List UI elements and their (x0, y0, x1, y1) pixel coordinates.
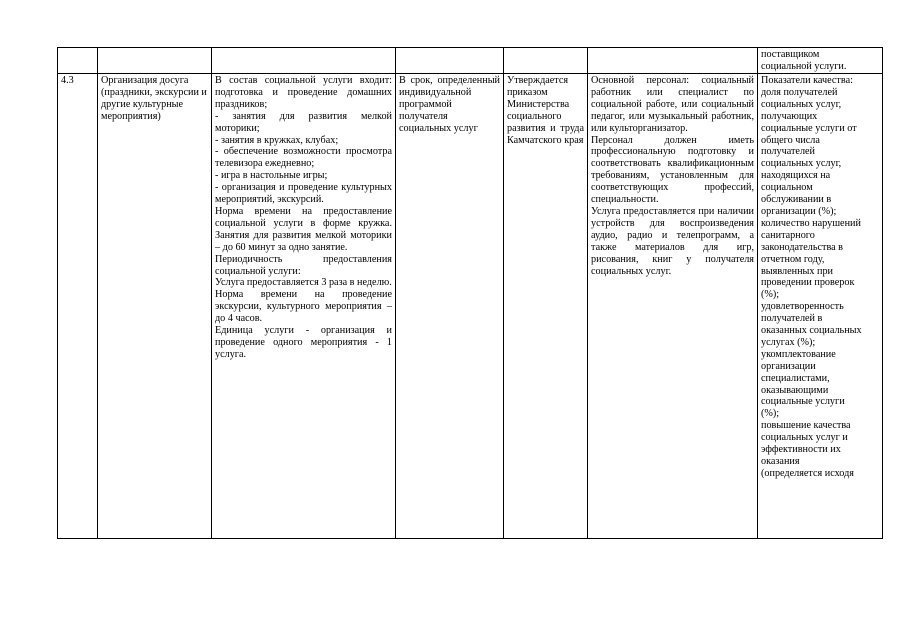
cell-description-empty (212, 48, 396, 74)
service-description: В состав социальной услуги входит: подготовка и проведение домашних праздников; - занятия для развития мелкой моторики; - занятия в кружках, клубах; - обеспечение возможности просмотра телевизора ежедневно; - игра в настольные игры; - организация и проведение культурных мероприятий, экскурсий. Норма времени на предоставление социальной услуги в форме кружка. Занятия для развития мелкой моторики – до 60 минут за одно занятие. Периодичность предоставления социальной услуги: Услуга предоставляется 3 раза в неделю. Норма времени на проведение экскурсии, культурного мероприятия – до 4 часов. Единица услуги - организация и проведение одного мероприятия - 1 услуга. (212, 74, 396, 539)
cell-conditions-empty (588, 48, 758, 74)
service-tariff: Утверждается приказом Министерства социального развития и труда Камчатского края (504, 74, 588, 539)
cell-tariff-empty (504, 48, 588, 74)
table-row (58, 74, 883, 539)
service-quality-indicators: Показатели качества: доля получателей социальных услуг, получающих социальные услуги от общего числа получателей социальных услуг, находящихся на социальном обслуживании в организации (%); количество нарушений санитарного законодательства в отчетном году, выявленных при проведении проверок (%); удовлетворенность получателей в оказанных социальных услугах (%); укомплектование организации специалистами, оказывающими социальные услуги (%); повышение качества социальных услуг и эффективности их оказания (определяется исходя (758, 74, 883, 539)
service-conditions: Основной персонал: социальный работник или специалист по социальной работе, или социальный педагог, или музыкальный работник, или культорганизатор. Персонал должен иметь профессиональную подготовку и соответствовать квалификационным требованиям, установленным для соответствующих профессий, специальности. Услуга предоставляется при наличии устройств для воспроизведения аудио, радио и телепрограмм, а также материалов для игр, рисования, книг у получателя социальных услуг. (588, 74, 758, 539)
services-table (57, 47, 883, 539)
service-name: Организация досуга (праздники, экскурсии и другие культурные мероприятия) (98, 74, 212, 539)
cell-name-empty (98, 48, 212, 74)
cell-term-empty (396, 48, 504, 74)
cell-quality-continuation: поставщиком социальной услуги. (758, 48, 883, 74)
service-number: 4.3 (58, 74, 98, 539)
cell-number-empty (58, 48, 98, 74)
service-term: В срок, определенный индивидуальной программой получателя социальных услуг (396, 74, 504, 539)
table-row-continuation (58, 48, 883, 74)
